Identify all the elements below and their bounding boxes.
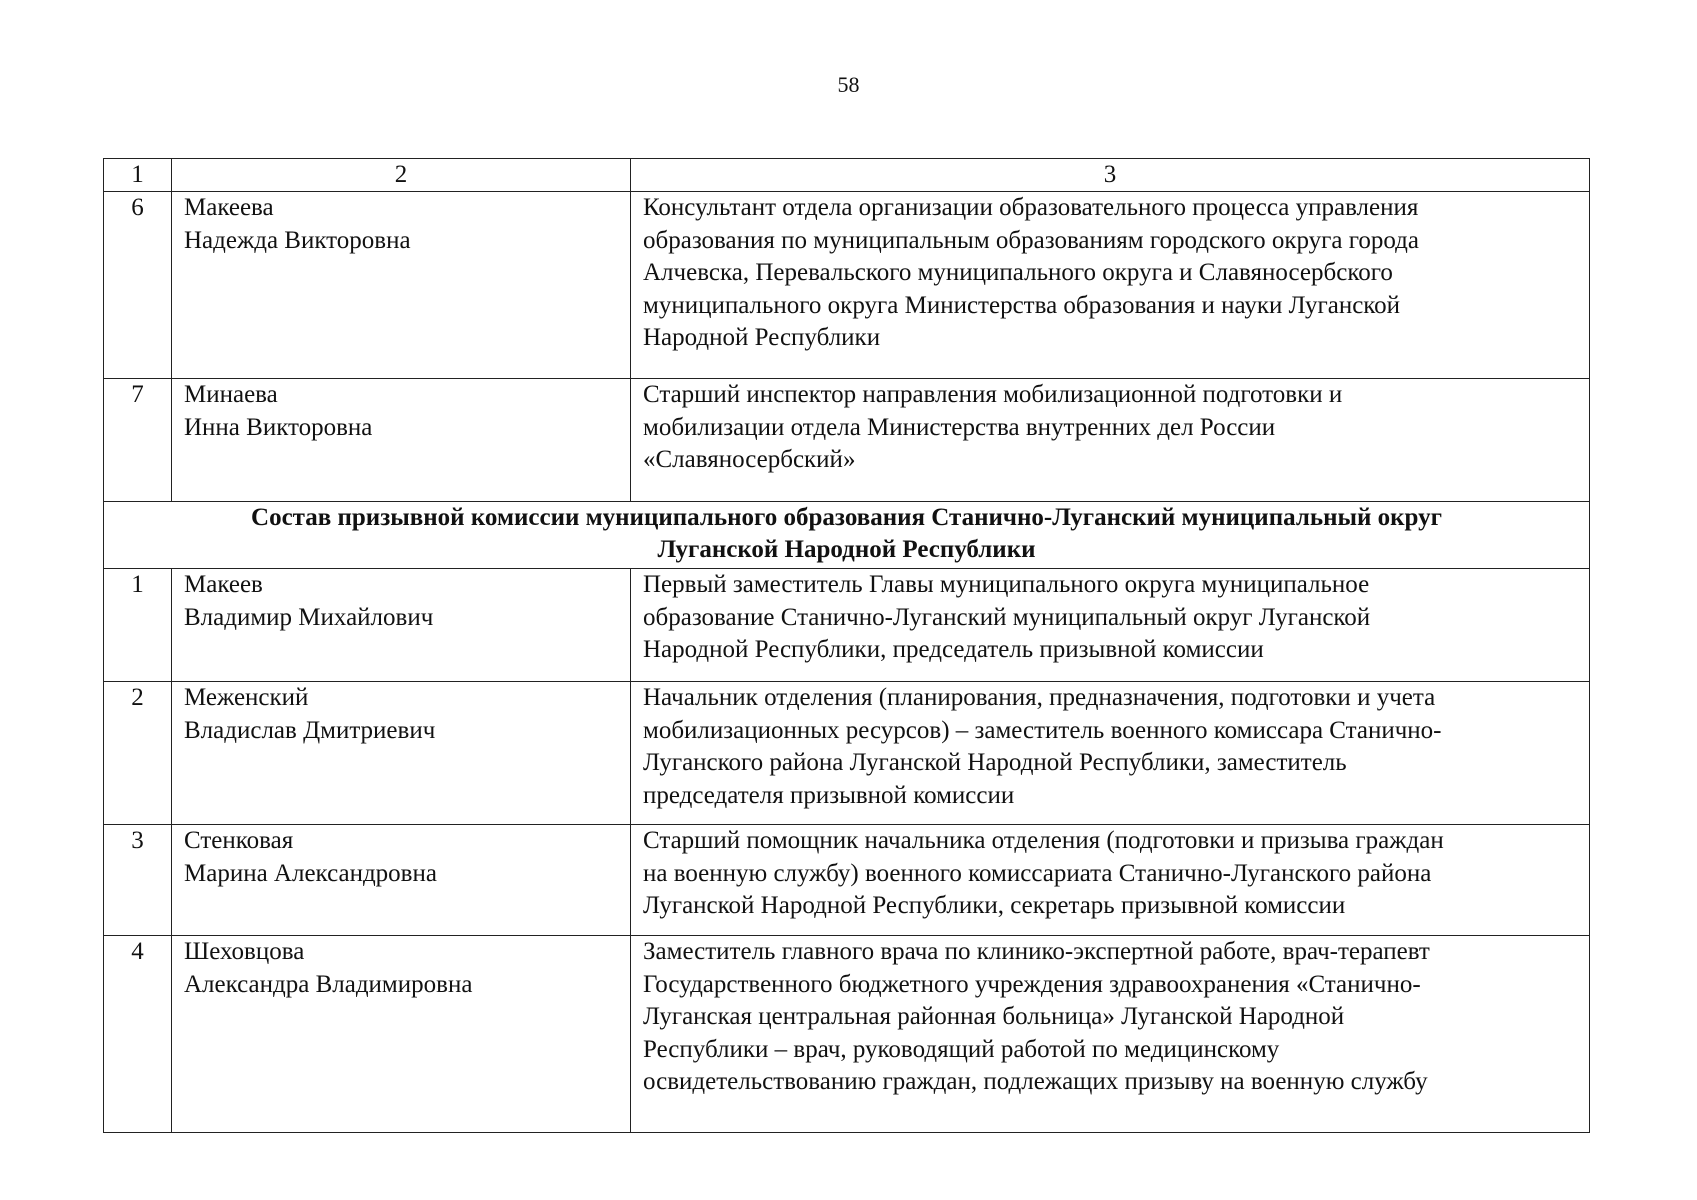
section-title-line: Луганской Народной Республики [657, 536, 1036, 563]
position-line: Республики – врач, руководящий работой по медицинскому [643, 1035, 1280, 1063]
position-line: председателя призывной комиссии [643, 781, 1015, 809]
member-position [631, 379, 1590, 502]
row-number: 6 [104, 192, 172, 379]
given-names: Владимир Михайлович [184, 603, 434, 631]
position-line: Первый заместитель Главы муниципального округа муниципальное [643, 571, 1370, 598]
position-line: Заместитель главного врача по клинико-экспертной работе, врач-терапевт [643, 938, 1430, 965]
table-row [104, 825, 1590, 936]
member-name [172, 682, 631, 825]
given-names: Инна Викторовна [184, 413, 373, 441]
position-line: образование Станично-Луганский муниципальный округ Луганской [643, 603, 1371, 631]
member-name [172, 825, 631, 936]
position-line: Луганской Народной Республики, секретарь призывной комиссии [643, 892, 1346, 919]
member-name [172, 936, 631, 1133]
position-line: Алчевска, Перевальского муниципального округа и Славяносербского [643, 259, 1393, 286]
commission-roster-table [103, 158, 1590, 1133]
position-line: освидетельствованию граждан, подлежащих призыву на военную службу [643, 1068, 1428, 1095]
given-names: Александра Владимировна [184, 970, 473, 998]
position-line: Начальник отделения (планирования, предназначения, подготовки и учета [643, 684, 1436, 711]
surname: Шеховцова [184, 938, 305, 965]
row-number: 3 [104, 825, 172, 936]
member-position [631, 569, 1590, 682]
column-number-header-row [104, 159, 1590, 192]
section-title-line: Состав призывной комиссии муниципального образования Станично-Луганский муниципальный округ [251, 504, 1442, 531]
row-number: 7 [104, 379, 172, 502]
member-name [172, 379, 631, 502]
position-line: образования по муниципальным образованиям городского округа города [643, 226, 1419, 254]
column-header-2: 2 [172, 159, 631, 192]
row-number: 1 [104, 569, 172, 682]
position-line: Луганского района Луганской Народной Республики, заместитель [643, 749, 1347, 776]
position-line: Старший помощник начальника отделения (подготовки и призыва граждан [643, 827, 1444, 854]
member-position [631, 192, 1590, 379]
table-row [104, 192, 1590, 379]
surname: Макеева [184, 194, 274, 221]
position-line: Консультант отдела организации образовательного процесса управления [643, 194, 1419, 221]
position-line: Старший инспектор направления мобилизационной подготовки и [643, 381, 1343, 408]
position-line: мобилизационных ресурсов) – заместитель военного комиссара Станично- [643, 716, 1442, 744]
position-line: муниципального округа Министерства образования и науки Луганской [643, 291, 1401, 319]
position-line: Луганская центральная районная больница» Луганской Народной [643, 1003, 1345, 1030]
surname: Макеев [184, 571, 263, 598]
column-header-3: 3 [631, 159, 1590, 192]
row-number: 4 [104, 936, 172, 1133]
table-row [104, 569, 1590, 682]
surname: Минаева [184, 381, 278, 408]
member-name [172, 569, 631, 682]
row-number: 2 [104, 682, 172, 825]
table-row [104, 936, 1590, 1133]
page-number: 58 [837, 72, 860, 97]
member-position [631, 936, 1590, 1133]
table-row [104, 682, 1590, 825]
position-line: Народной Республики [643, 324, 881, 351]
given-names: Марина Александровна [184, 859, 437, 887]
member-position [631, 825, 1590, 936]
section-title [104, 502, 1590, 569]
table-row [104, 379, 1590, 502]
position-line: «Славяносербский» [643, 446, 856, 473]
position-line: мобилизации отдела Министерства внутренних дел России [643, 413, 1276, 441]
position-line: Государственного бюджетного учреждения здравоохранения «Станично- [643, 970, 1421, 998]
position-line: на военную службу) военного комиссариата Станично-Луганского района [643, 859, 1432, 887]
given-names: Надежда Викторовна [184, 226, 411, 254]
surname: Меженский [184, 684, 309, 711]
member-name [172, 192, 631, 379]
column-header-1: 1 [104, 159, 172, 192]
surname: Стенковая [184, 827, 294, 854]
member-position [631, 682, 1590, 825]
given-names: Владислав Дмитриевич [184, 716, 436, 744]
position-line: Народной Республики, председатель призывной комиссии [643, 636, 1264, 663]
section-title-row [104, 502, 1590, 569]
